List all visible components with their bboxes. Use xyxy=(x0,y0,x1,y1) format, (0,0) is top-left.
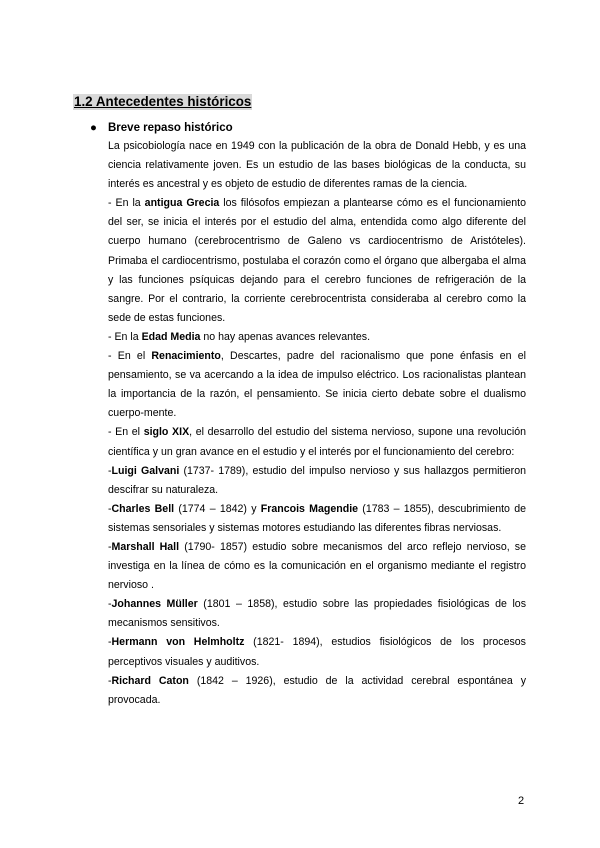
grecia-paragraph xyxy=(108,194,526,328)
renacimiento-term: Renacimiento xyxy=(151,350,221,363)
bullet-dot-icon: ● xyxy=(90,122,97,134)
scientist-name: Richard Caton xyxy=(111,674,189,687)
scientist-prefix: - xyxy=(108,540,112,553)
scientist-name: Johannes Müller xyxy=(111,598,198,611)
bullet-title xyxy=(90,120,233,136)
page-number: 2 xyxy=(518,795,525,807)
body-text xyxy=(108,137,526,710)
grecia-post: los filósofos empiezan a plantearse cómo es el funcionamiento del ser, se inicia el interés por el estudio del alma, entendida como algo diferente del cuerpo humano (cerebrocentrismo de Galeno vs cardiocentrismo de Aristóteles). Primaba el cardiocentrismo, postulaba el corazón como el órgano que albergaba el alma y las funciones psíquicas dejando para el cerebro funciones de refrigeración de la sangre. Por el contrario, la corriente cerebrocentrista consideraba al cerebro como la sede de estas funciones. xyxy=(108,197,527,324)
scientist-name: Charles Bell xyxy=(111,502,175,515)
edad-media-paragraph xyxy=(108,328,526,347)
section-heading: 1.2 Antecedentes históricos xyxy=(74,94,252,109)
siglo-xix-paragraph xyxy=(108,423,526,461)
renacimiento-pre: - En el xyxy=(108,350,152,363)
scientist-text: (1783 – 1855), descubrimiento de sistemas sensoriales y sistemas motores estudiando las diferentes fibras nerviosas. xyxy=(108,502,526,534)
scientist-text: (1821- 1894), estudios fisiológicos de los procesos perceptivos visuales y auditivos. xyxy=(108,636,526,668)
siglo-xix-post: , el desarrollo del estudio del sistema nervioso, supone una revolución científica y un gran avance en el estudio y el interés por el funcionamiento del cerebro: xyxy=(108,426,526,458)
scientist-item xyxy=(108,500,526,538)
grecia-term: antigua Grecia xyxy=(144,197,220,210)
bullet-title-text: Breve repaso histórico xyxy=(108,122,233,134)
scientist-text: (1790- 1857) estudio sobre mecanismos del arco reflejo nervioso, se investiga en la línea de cómo es la comunicación en el organismo mediante el registro nervioso . xyxy=(108,540,526,592)
edad-media-term: Edad Media xyxy=(141,330,201,343)
scientist-text: (1737- 1789), estudio del impulso nervioso y sus hallazgos permitieron descifrar su naturaleza. xyxy=(108,464,526,496)
edad-media-post: no hay apenas avances relevantes. xyxy=(200,330,371,343)
renacimiento-paragraph xyxy=(108,347,526,423)
scientist-name-2: Francois Magendie xyxy=(260,502,359,515)
siglo-xix-pre: - En el xyxy=(108,426,144,439)
scientist-mid: (1774 – 1842) y xyxy=(174,502,261,515)
scientist-item xyxy=(108,633,526,671)
scientist-prefix: - xyxy=(108,464,112,477)
scientist-item xyxy=(108,672,526,710)
scientist-item xyxy=(108,462,526,500)
scientist-name: Luigi Galvani xyxy=(111,464,180,477)
scientist-prefix: - xyxy=(108,636,112,649)
edad-media-pre: - En la xyxy=(108,330,142,343)
scientist-prefix: - xyxy=(108,502,112,515)
scientist-name: Marshall Hall xyxy=(111,540,180,553)
scientist-text: (1842 – 1926), estudio de la actividad cerebral espontánea y provocada. xyxy=(108,674,526,706)
intro-paragraph: La psicobiología nace en 1949 con la publicación de la obra de Donald Hebb, y es una ciencia relativamente joven. Es un estudio de las bases biológicas de la conducta, su interés es ancestral y es objeto de estudio de diferentes ramas de la ciencia. xyxy=(108,140,526,191)
grecia-pre: - En la xyxy=(108,197,145,210)
scientist-item xyxy=(108,538,526,595)
scientist-prefix: - xyxy=(108,674,112,687)
scientist-name: Hermann von Helmholtz xyxy=(111,636,245,649)
scientist-item xyxy=(108,595,526,633)
renacimiento-post: , Descartes, padre del racionalismo que pone énfasis en el pensamiento, se va acercando a la idea de impulso eléctrico. Los racionalistas plantean la importancia de la razón, el pensamiento. Se inicia cierto debate sobre el dualismo cuerpo-mente. xyxy=(108,350,526,420)
siglo-xix-term: siglo XIX xyxy=(143,426,190,439)
scientist-prefix: - xyxy=(108,598,112,611)
scientist-text: (1801 – 1858), estudio sobre las propiedades fisiológicas de los mecanismos sensitivos. xyxy=(108,598,526,630)
